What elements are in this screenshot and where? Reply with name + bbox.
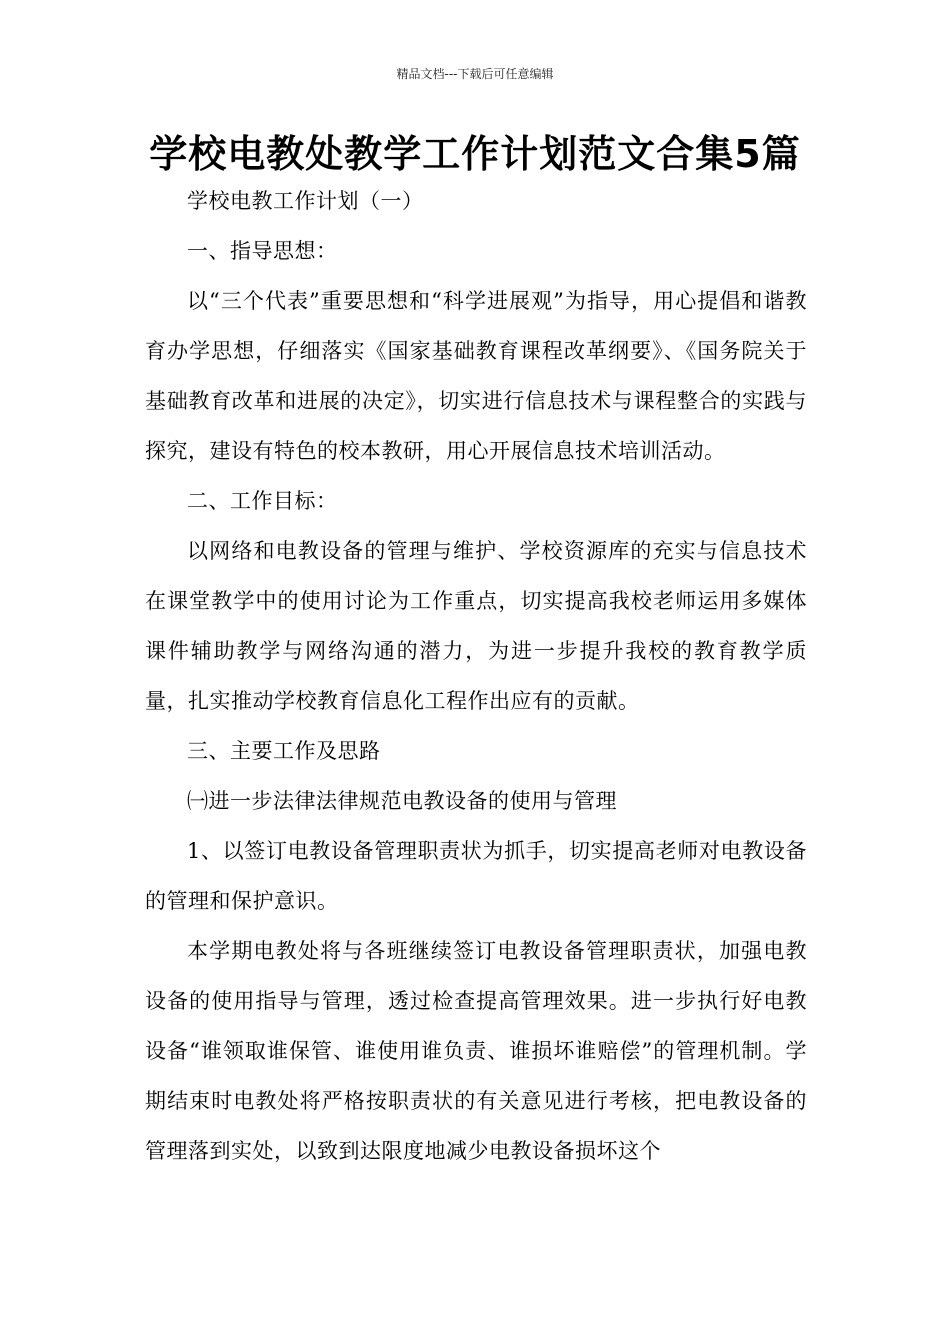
paragraph-semester-plan: 本学期电教处将与各班继续签订电教设备管理职责状，加强电教设备的使用指导与管理，透过检查提高管理效果。进一步执行好电教设备“谁领取谁保管、谁使用谁负责、谁损坏谁赔偿”的管理机制。学期结束时电教处将严格按职责状的有关意见进行考核，把电教设备的管理落到实处，以致到达限度地减少电教设备损坏这个	[145, 939, 807, 1163]
section-subtitle: 学校电教工作计划（一）	[187, 189, 424, 213]
document-title: 学校电教处教学工作计划范文合集5篇	[149, 132, 801, 176]
subheading-equipment-management: ㈠进一步法律法律规范电教设备的使用与管理	[187, 789, 617, 813]
heading-main-work: 三、主要工作及思路	[187, 739, 381, 763]
paragraph-work-goals: 以网络和电教设备的管理与维护、学校资源库的充实与信息技术在课堂教学中的使用讨论为工作重点，切实提高我校老师运用多媒体课件辅助教学与网络沟通的潜力，为进一步提升我校的教育教学质量，扎实推动学校教育信息化工程作出应有的贡献。	[145, 539, 807, 713]
header-note: 精品文档---下载后可任意编辑	[396, 67, 554, 81]
heading-guiding-ideology: 一、指导思想：	[187, 239, 338, 263]
paragraph-responsibility-contract: 1、以签订电教设备管理职责状为抓手，切实提高老师对电教设备的管理和保护意识。	[145, 839, 807, 913]
document-body	[145, 176, 807, 1176]
heading-work-goals: 二、工作目标：	[187, 489, 338, 513]
paragraph-guiding-ideology: 以“三个代表”重要思想和“科学进展观”为指导，用心提倡和谐教育办学思想，仔细落实《国家基础教育课程改革纲要》、《国务院关于基础教育改革和进展的决定》，切实进行信息技术与课程整合的实践与探究，建设有特色的校本教研，用心开展信息技术培训活动。	[145, 289, 807, 463]
